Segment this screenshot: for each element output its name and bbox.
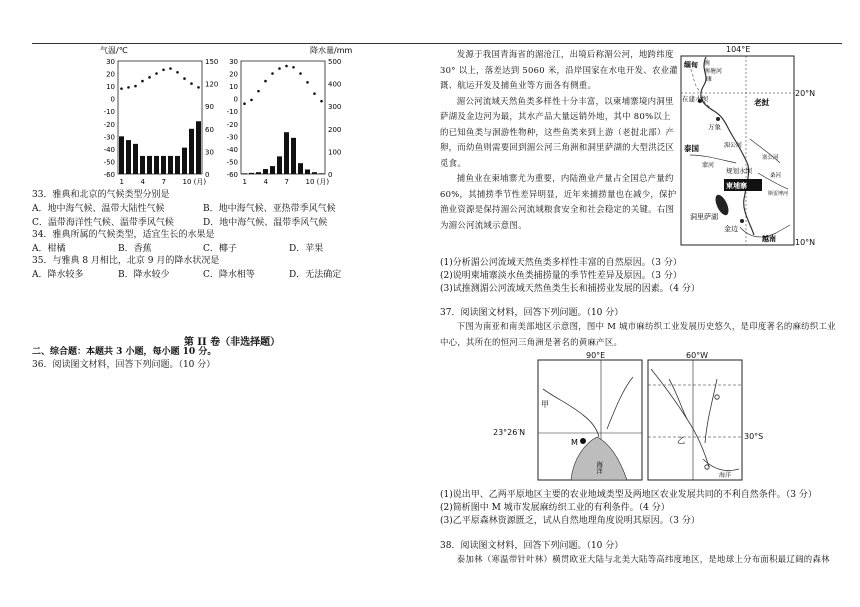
temp-tick-b-3: 0 [233,95,238,104]
label-planned-dam: 规划水坝 [726,167,752,175]
q36-part-1: (1)分析湄公河流域天然鱼类多样性丰富的自然原因。（3 分） [440,258,682,268]
chartB-bar-3 [256,172,261,174]
q35-option-a: A．降水较多 [32,270,84,280]
label-san: 桑河 [770,173,782,179]
chartB-bar-2 [249,173,254,174]
precip-tick-labels-a [205,58,218,179]
q33-option-d: D．地中海气候、温带季风气候 [203,218,328,228]
q37-part-2: (2)简析图中 M 城市发展麻纺织工业的有利条件。（4 分） [440,503,670,513]
q34-option-d: D．苹果 [289,244,324,254]
chartA-bar-8 [168,156,173,174]
temp-tick-b-8: -50 [226,158,238,167]
chartA-temp-point-12 [197,86,200,89]
chartB-temp-point-11 [313,92,316,95]
label-dam-building: 在建水坝 [682,95,708,103]
chartA-bar-5 [147,156,152,174]
label-yi: 乙 [677,436,685,445]
precip-tick-a-2: 90 [205,103,214,112]
label-srepok: 斯雷博河 [768,191,789,197]
chartB-temp-point-12 [320,100,323,103]
temp-tick-labels [104,58,115,179]
section-2-heading: 二、综合题：本题共 3 小题，每小题 10 分。 [32,347,217,357]
q34-stem: 34．雅典所属的气候类型，适宜生长的水果是 [32,230,215,240]
temp-tick-b-2: 10 [229,83,238,92]
label-nam: 南 [704,60,711,67]
chartA-temp-point-9 [176,71,179,74]
chart-b-frame [241,61,325,174]
climate-charts [98,44,368,190]
temp-tick-5: -20 [103,120,115,129]
precip-tick-b-1: 400 [328,80,342,89]
section-2-title: 第 II 卷（非选择题） [183,337,281,348]
monthB-2: 7 [284,178,289,186]
precip-axis-title: 降水量/mm [310,46,353,55]
q35-option-c: C．降水相等 [203,270,255,280]
label-sekong: 塞公河 [762,155,779,161]
q35-option-b: B．降水较少 [118,270,170,280]
mekong-paragraph-2: 湄公河流域天然鱼类多样性十分丰富，以柬埔寨境内洞里萨湖及金边河为最，其水产品大量远销外地，其中 80%以上的已知鱼类与洄游性物种，这些鱼类来到上游（老挝北部）产卵，而幼鱼则需要回到湄公河三角洲和洞里萨湖的大型洪泛区觅食。 [440,95,675,168]
chartA-temp-point-1 [120,87,123,90]
chartA-bar-6 [154,156,159,174]
q33-option-b: B．地中海气候、亚热带季风气候 [203,204,336,214]
chartB-temp-point-8 [292,66,295,69]
chartA-bar-4 [140,156,145,174]
monthA-3: 10 (月) [182,178,207,186]
chart-b-marks [242,65,324,174]
map2-lon-60w: 60°W [686,351,709,360]
label-kang: 康 [706,76,713,83]
chartB-bar-9 [298,163,303,174]
chartA-temp-point-3 [134,85,137,88]
monthA-1: 4 [140,178,145,186]
q33-option-c: C．温带海洋性气候、温带季风气候 [32,218,174,228]
temp-tick-b-9: -60 [226,171,238,179]
chartA-bar-1 [119,136,124,174]
q38-stem: 38．阅读图文材料，回答下列问题。（10 分） [440,541,624,551]
temp-tick-3: 0 [110,95,115,104]
temp-tick-2: 10 [106,83,115,92]
chartA-bar-10 [182,148,187,174]
chartA-bar-2 [126,140,131,174]
temp-axis-title: 气温/℃ [100,46,128,55]
chartB-temp-point-6 [278,67,281,70]
precip-tick-b-0: 500 [328,58,342,66]
temp-tick-b-4: -10 [226,108,238,117]
chartA-temp-point-11 [190,82,193,85]
q36-part-2: (2)说明柬埔寨淡水鱼类捕捞量的季节性差异及原因。（3 分） [440,271,682,281]
precip-tick-b-5: 0 [328,171,333,179]
precip-tick-b-2: 300 [328,103,342,112]
map2-lat-tropic: 23°26′N [493,428,526,437]
label-jia: 甲 [541,400,549,409]
month-ticks-b [243,178,330,186]
label-tonle-sap: 洞里萨湖 [690,213,718,221]
south-asia-map [537,359,643,481]
chartB-temp-point-10 [306,81,309,84]
map-lat-10: 10°N [795,238,816,247]
q33-option-a: A．地中海气候、温带大陆性气候 [32,204,165,214]
q33-stem: 33．雅典和北京的气候类型分别是 [32,190,170,200]
chartB-bar-5 [270,166,275,174]
chartA-bar-9 [175,156,180,174]
label-m: M [571,438,578,447]
label-mun-river: 蒙河 [702,162,715,169]
chartB-bar-6 [277,156,282,174]
monthA-2: 7 [161,178,166,186]
chartA-temp-point-8 [169,67,172,70]
temp-tick-9: -60 [103,171,115,179]
chartB-bar-7 [284,132,289,174]
chartB-bar-1 [242,173,247,174]
precip-tick-a-3: 60 [205,125,214,134]
chartA-temp-point-10 [183,77,186,80]
mekong-paragraph-1: 发源于我国青海省的湄沧江，出境后称湄公河，地跨纬度 30° 以上，落差达到 5060 米，沿岸国家在水电开发、农业灌溉、航运开发及捕鱼业等方面各有侧重。 [440,49,678,90]
q36-part-3: (3)试推测湄公河流域天然鱼类生长和捕捞业发展的因素。（4 分） [440,284,700,294]
chartA-bar-3 [133,144,138,174]
q34-option-c: C．椰子 [203,244,237,254]
map-lon-104: 104°E [726,45,751,54]
q35-stem: 35．与雅典 8 月相比，北京 9 月的降水状况是 [32,256,220,266]
precip-tick-a-1: 120 [205,80,219,89]
label-cambodia: 柬埔寨 [726,182,747,190]
precip-tick-b-3: 200 [328,125,342,134]
label-vietnam: 越南 [762,235,776,243]
q38-material: 泰加林（寒温带针叶林）横贯欧亚大陆与北美大陆等高纬度地区，是地球上分布面积最辽阔的森林 [456,554,830,564]
temp-tick-labels-b [227,58,238,179]
precip-tick-a-0: 150 [205,58,219,66]
monthB-3: 10 (月) [305,178,330,186]
temp-tick-b-1: 20 [229,70,238,79]
chartA-temp-point-4 [141,80,144,83]
map2-lat-30s: 30°S [744,432,764,441]
temp-tick-7: -40 [103,145,115,154]
chartB-temp-point-1 [243,102,246,105]
chartA-temp-point-7 [162,68,165,71]
temp-tick-b-6: -30 [226,133,238,142]
temp-tick-0: 30 [106,58,115,66]
chart-a-marks [119,67,201,174]
label-laos: 老挝 [754,98,769,107]
q35-option-d: D．无法确定 [289,270,342,280]
label-sea-2: 海洋 [719,472,732,479]
chartB-temp-point-2 [250,99,253,102]
label-sea: 海洋 [595,461,603,474]
precip-tick-b-4: 100 [328,148,342,157]
chartB-temp-point-3 [257,90,260,93]
label-vientiane: 万象 [708,123,721,131]
mekong-map [680,55,796,247]
precip-tick-a-5: 0 [205,171,210,179]
temp-tick-b-0: 30 [229,58,238,66]
chartB-bar-12 [319,173,324,174]
q37-material: 下图为南亚和南美部地区示意图，图中 M 城市麻纺织工业发展历史悠久，是印度著名的麻纺织工业中心，其所在的恒河三角洲是著名的黄麻产区。 [440,321,836,347]
temp-tick-b-7: -40 [226,145,238,154]
q37-stem: 37．阅读图文材料，回答下列问题。（10 分） [440,308,624,318]
chartB-temp-point-9 [299,72,302,75]
q37-part-3: (3)乙平原森林资源匮乏，试从自然地理角度说明其原因。（3 分） [440,516,700,526]
temp-tick-8: -50 [103,158,115,167]
monthA-0: 1 [119,178,124,186]
label-thailand: 泰国 [684,144,699,153]
temp-tick-b-5: -20 [226,120,238,129]
temp-tick-4: -10 [103,108,115,117]
q34-option-b: B．香蕉 [118,244,152,254]
south-america-map [647,359,743,481]
map-lat-20: 20°N [795,89,816,98]
chartA-temp-point-5 [148,76,151,79]
chartA-bar-7 [161,156,166,174]
mekong-paragraph-3: 捕鱼业在柬埔寨尤为重要，内陆渔业产量占全国总产量约 60%，其捕捞季节性差异明显，近年来捕捞量也在减少，保护渔业资源是保持湄公河流域粮食安全和社会稳定的关键。右图为湄公河流域示意图。 [440,173,677,230]
label-phnom-penh: 金边 [724,225,738,233]
precip-tick-a-4: 30 [205,148,214,157]
chartA-bar-11 [189,129,194,174]
monthB-1: 4 [263,178,268,186]
label-nanta: 南塘河 [704,68,723,75]
label-myanmar: 缅甸 [684,61,698,69]
chartB-temp-point-4 [264,80,267,83]
label-mekong: 湄公河 [724,142,743,149]
map2-lon-90e: 90°E [586,351,606,360]
chartB-temp-point-5 [271,72,274,75]
chartA-temp-point-6 [155,72,158,75]
temp-tick-1: 20 [106,70,115,79]
q37-part-1: (1)说出甲、乙两平原地区主要的农业地域类型及两地区农业发展共同的不利自然条件。（3 分） [440,490,817,500]
temp-tick-6: -30 [103,133,115,142]
chartB-temp-point-7 [285,65,288,68]
mekong-material [440,47,678,233]
chartA-bar-12 [196,121,201,174]
chartA-temp-point-2 [127,86,130,89]
chartB-bar-11 [312,172,317,174]
month-ticks-a [120,178,207,186]
q34-option-a: A．柑橘 [32,244,66,254]
precip-tick-labels-b [328,58,341,179]
chartB-bar-10 [305,169,310,174]
monthB-0: 1 [242,178,247,186]
city-m [580,438,586,444]
chartB-bar-8 [291,138,296,174]
q36-stem: 36．阅读图文材料，回答下列问题。（10 分） [32,360,216,370]
chartB-bar-4 [263,169,268,174]
